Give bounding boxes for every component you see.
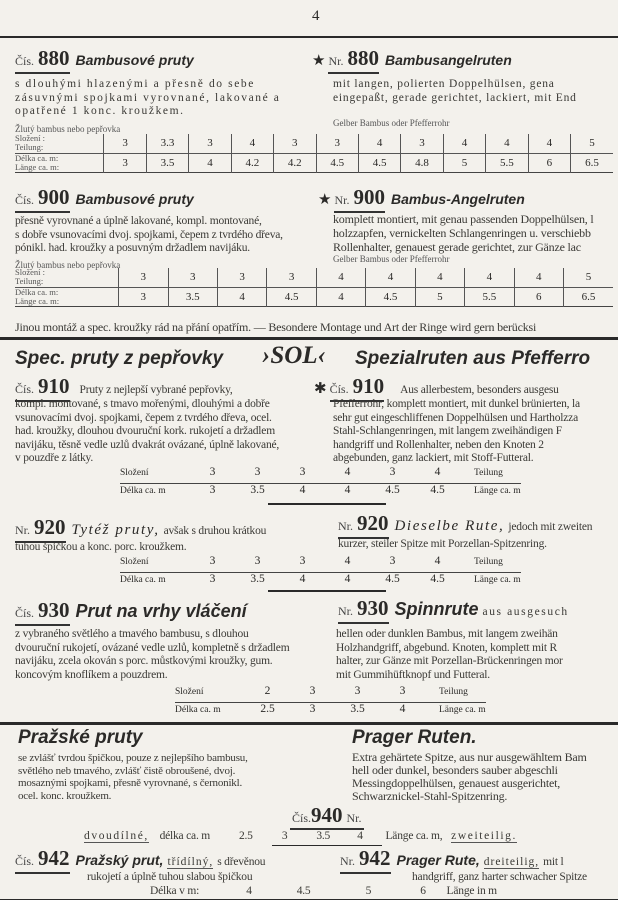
item-title: Dieselbe Rute,: [394, 518, 505, 534]
table-cell: 3: [217, 268, 266, 287]
length-label-de: Länge ca. m,: [385, 830, 443, 842]
table-cell: 3.3: [146, 134, 188, 153]
table-cell: 4: [189, 153, 231, 172]
table-cell: 3.5: [146, 153, 188, 172]
item-920-cz-heading: [15, 515, 266, 543]
item-900-cz-heading: [15, 185, 194, 213]
item-900-size-table: [15, 268, 613, 307]
row-label-de: Länge ca. m: [474, 575, 521, 585]
item-lead: jedoch mit zweiten: [508, 521, 593, 533]
sol-heading-de: Spezialruten aus Pfefferro: [355, 348, 591, 369]
table-cell: 5.5: [486, 153, 528, 172]
item-920-de-heading: [338, 511, 592, 539]
item-940-cz-title: Pražské pruty: [18, 727, 143, 748]
table-cell: 3: [209, 573, 216, 585]
item-title: Prager Rute,: [396, 852, 480, 868]
item-930-cz-heading: [15, 598, 247, 626]
table-cell: 6: [514, 287, 563, 306]
length-label-cz: Délka v m:: [150, 885, 200, 897]
item-number: 942: [359, 846, 391, 870]
table-cell: 3: [389, 466, 396, 478]
item-940-cz-desc: se zvlášť tvrdou špičkou, pouze z nejlepšího bambusu, světlého neb tmavého, zvlášť čistě obroušené, dvoj. mosaznými spojkami, přesně vyrovnané, s černonikl. ocel. konc. kroužkem.: [18, 752, 248, 802]
item-number: 900: [38, 185, 70, 209]
item-number: 880: [347, 46, 379, 70]
top-rule: [0, 36, 618, 38]
length-value: 4.5: [296, 885, 311, 897]
table-cell: 4: [344, 466, 351, 478]
sol-brand-logo: ›SOL‹: [262, 342, 326, 369]
item-880-size-table: [15, 134, 613, 173]
table-cell: 3.5: [250, 484, 265, 496]
table-cell: 2: [264, 685, 271, 697]
variant: dreiteilig,: [483, 856, 540, 868]
item-880-cz-heading: [15, 46, 194, 74]
length-value: 3: [281, 830, 288, 842]
item-942-cz-heading: [15, 846, 265, 874]
table-cell: 4: [443, 134, 485, 153]
star-icon: ★: [312, 53, 326, 69]
table-cell: 3: [254, 555, 261, 567]
item-930-size-table: [175, 685, 486, 721]
length-value: 4: [246, 885, 252, 897]
item-number: 920: [357, 511, 389, 535]
row-label-cz: Složení: [175, 687, 204, 697]
table-cell: 3: [299, 555, 306, 567]
row-label: Délka ca. m: Länge ca. m:: [15, 153, 104, 172]
table-cell: 4: [514, 268, 563, 287]
table-cell: 3: [399, 685, 406, 697]
table-cell: 4.5: [358, 153, 400, 172]
table-cell: 5: [443, 153, 485, 172]
table-cell: 4.5: [366, 287, 415, 306]
item-942-cz-desc: rukojetí a úplně tuhou slabou špičkou: [87, 871, 253, 883]
length-value: 5: [365, 885, 372, 897]
table-cell: 3: [309, 703, 316, 715]
item-930-cz-desc: z vybraného světlého a tmavého bambusu, s dlouhou dvouruční rukojetí, ovázané vedle uzlů, kompletně s držadlem navijáku, zcela okován s porc. můstkovými kroužky, gum. koncovým knoflíkem a pouzdrem.: [15, 628, 290, 681]
item-880-material-de: Gelber Bambus oder Pfefferrohr: [333, 118, 450, 128]
table-cell: 5: [415, 287, 464, 306]
item-lead: Pruty z nejlepší vybrané pepřovky,: [79, 384, 233, 396]
table-cell: 3: [104, 134, 146, 153]
prefix: Nr.: [338, 519, 353, 533]
item-title: Spinnrute: [394, 599, 479, 619]
item-940-de-desc: Extra gehärtete Spitze, aus nur ausgewähltem Bam hell oder dunkel, besonders sauber abgeschli Messingdoppelhülsen, genauest ausgerichtet, Schwarznickel-Stahl-Spitzenring.: [352, 750, 587, 803]
item-880-de-desc: mit langen, polierten Doppelhülsen, gena eingepaßt, gerade gerichtet, lackiert, mit End: [333, 78, 577, 104]
table-cell: 4: [316, 268, 365, 287]
prefix: Čís.: [15, 382, 35, 396]
row-label-de: Teilung: [474, 557, 503, 567]
variant: třídílný,: [167, 856, 214, 868]
table-cell: 3: [299, 466, 306, 478]
suffix: Nr.: [346, 811, 362, 825]
item-lead: avšak s druhou krátkou: [163, 525, 267, 537]
table-cell: 3: [389, 555, 396, 567]
item-lead: s dřevěnou: [217, 856, 266, 868]
prefix: Čís.: [292, 811, 312, 825]
prefix: Nr.: [340, 854, 355, 868]
item-title: Bambus-Angelruten: [390, 191, 525, 207]
montage-note: Jinou montáž a spec. kroužky rád na přání opatřím. — Besondere Montage und Art der Ringe wird gern berücksi: [15, 320, 537, 334]
item-880-material-cz: Žlutý bambus nebo pepřovka: [15, 124, 121, 134]
prefix: Nr.: [15, 523, 30, 537]
item-900-material-de: Gelber Bambus oder Pfefferrohr: [333, 254, 450, 264]
item-number: 942: [38, 846, 70, 870]
table-cell: 4: [415, 268, 464, 287]
row-label-de: Länge ca. m: [474, 486, 521, 496]
item-920-cz-desc: tuhou špičkou a konc. porc. kroužkem.: [15, 541, 187, 553]
prefix: Nr.: [328, 54, 344, 68]
table-cell: 4: [434, 555, 441, 567]
prefix: Čís.: [15, 54, 35, 68]
table-cell: 4: [299, 573, 306, 585]
row-label-cz: Délka ca. m: [120, 575, 166, 585]
table-cell: 3: [209, 466, 216, 478]
prefix: Čís.: [15, 606, 35, 620]
table-cell: 4: [486, 134, 528, 153]
table-cell: 2.5: [260, 703, 275, 715]
table-cell: 4: [344, 555, 351, 567]
item-number: 910: [38, 374, 70, 398]
table-cell: 3: [267, 268, 316, 287]
table-cell: 3: [354, 685, 361, 697]
table-row: [15, 287, 613, 306]
item-920-de-desc: kurzer, steiler Spitze mit Porzellan-Spitzenring.: [338, 538, 547, 550]
table-cell: 4.5: [385, 573, 400, 585]
variant-de: zweiteilig.: [451, 830, 517, 842]
item-lead: aus ausgesuch: [482, 606, 569, 618]
item-910-de-desc: Pfefferrohr, komplett montiert, mit dunkel brünierten, la sehr gut eingeschliffenen Doppelhülsen und Hartholzza Stahl-Schlangenringen, mit langem zweihändigen F handgriff und Rollenhalter, neben den Knoten 2 abgebunden, ganz lackiert, mit Stoff-Futteral.: [333, 398, 580, 464]
table-cell: 4.2: [231, 153, 273, 172]
star-icon: ✱: [314, 381, 327, 397]
row-label-cz: Složení: [120, 557, 149, 567]
item-880-de-heading: [312, 46, 512, 74]
item-number: 930: [38, 598, 70, 622]
section-rule: [0, 722, 618, 725]
table-cell: 4.5: [430, 484, 445, 496]
table-cell: 4: [358, 134, 400, 153]
item-900-de-heading: [318, 185, 525, 213]
item-942-de-desc: handgriff, ganz harter schwacher Spitze: [412, 871, 587, 883]
table-cell: 3: [168, 268, 217, 287]
table-cell: 4.5: [430, 573, 445, 585]
table-row: [175, 703, 486, 721]
table-cell: 3: [119, 268, 168, 287]
item-title: Bambusangelruten: [384, 52, 512, 68]
table-row: [120, 484, 521, 502]
length-value: 3.5: [316, 830, 331, 842]
table-cell: 3: [309, 685, 316, 697]
table-cell: 4: [344, 484, 351, 496]
table-cell: 4: [528, 134, 570, 153]
table-cell: 4: [344, 573, 351, 585]
item-930-de-heading: [338, 596, 569, 624]
item-940-heading: [290, 803, 364, 830]
table-cell: 3.5: [250, 573, 265, 585]
table-cell: 4.5: [316, 153, 358, 172]
table-row: [15, 153, 613, 172]
table-cell: 3: [316, 134, 358, 153]
row-label: Složení : Teilung:: [15, 133, 45, 153]
table-cell: 4.8: [401, 153, 443, 172]
star-icon: ★: [318, 192, 332, 208]
table-cell: 4.2: [274, 153, 316, 172]
item-number: 920: [34, 515, 66, 539]
item-942-length-row: [150, 885, 497, 899]
table-row: [120, 573, 521, 591]
prefix: Nr.: [334, 193, 350, 207]
item-900-material-cz: Žlutý bambus nebo pepřovka: [15, 260, 121, 270]
table-cell: 6.5: [564, 287, 613, 306]
length-label-cz: délka ca. m: [159, 830, 211, 842]
table-row: [120, 466, 521, 484]
item-title: Bambusové pruty: [75, 191, 194, 207]
section-rule: [0, 337, 618, 340]
table-cell: 4.5: [267, 287, 316, 306]
divider: [268, 590, 386, 592]
item-number: 930: [357, 596, 389, 620]
table-cell: 4.5: [385, 484, 400, 496]
row-label: Složení : Teilung:: [15, 267, 45, 287]
table-cell: 5: [564, 268, 613, 287]
table-cell: 4: [465, 268, 514, 287]
item-title: Bambusové pruty: [75, 52, 194, 68]
row-label-de: Länge ca. m: [439, 705, 486, 715]
table-cell: 3.5: [350, 703, 365, 715]
table-cell: 3: [254, 466, 261, 478]
item-number: 880: [38, 46, 70, 70]
prefix: Čís.: [15, 193, 35, 207]
length-label-de: Länge in m: [446, 885, 497, 897]
item-title: Tytéž pruty,: [71, 522, 160, 538]
length-value: 2.5: [238, 830, 253, 842]
item-930-de-desc: hellen oder dunklen Bambus, mit langem zweihän Holzhandgriff, abgebund. Knoten, komplett mit R halter, zur Gänze mit Porzellan-Brückenringen mor mit Gummihüftknopf und Futteral.: [336, 628, 563, 681]
length-value: 6: [420, 885, 426, 897]
item-lead: mit l: [543, 856, 564, 868]
item-lead: Aus allerbestem, besonders ausgesu: [400, 384, 559, 396]
item-900-cz-desc: přesně vyrovnané a úplně lakované, kompl. montované, s dobře vsunovacími dvoj. spojkami, čepem z tvrdého dřeva, pónikl. had. kroužky a posuvným držadlem navijáku.: [15, 215, 283, 254]
table-cell: 4: [231, 134, 273, 153]
item-910-size-table: [120, 466, 521, 502]
item-920-size-table: [120, 555, 521, 591]
item-880-cz-desc: s dlouhými hlazenými a přesně do sebe zásuvnými spojkami vyrovnané, lakované a opatřené 1 konc. kroužkem.: [15, 78, 281, 117]
table-cell: 3: [119, 287, 168, 306]
table-cell: 3: [274, 134, 316, 153]
table-row: [15, 134, 613, 153]
item-900-de-desc: komplett montiert, mit genau passenden Doppelhülsen, l holzzapfen, vernickelten Schlangenringen u. verschiebb Rollenhalter, genauest gerade gerichtet, zur Gänze lac: [333, 212, 594, 254]
item-910-cz-desc: kompl. montované, s tmavo mořenými, dlouhými a dobře vsunovacími dvoj. spojkami, čepem z tvrdého dřeva, ocel. had. kroužky, dlouhou dvouruční kork. rukojetí a držadlem navijáku, těsně vedle uzlů dvakrát ovázané, úplně lakované, v pouzdře z látky.: [15, 398, 280, 464]
item-940-length-row: [84, 830, 517, 844]
table-cell: 5: [571, 134, 613, 153]
table-cell: 4: [399, 703, 406, 715]
item-number: 900: [353, 185, 385, 209]
table-cell: 3: [401, 134, 443, 153]
table-cell: 6.5: [571, 153, 613, 172]
sol-heading-cz: Spec. pruty z pepřovky: [15, 348, 224, 369]
table-cell: 4: [434, 466, 441, 478]
item-number: 940: [311, 803, 343, 827]
table-row: [120, 555, 521, 573]
row-label-de: Teilung: [474, 468, 503, 478]
table-cell: 3: [104, 153, 146, 172]
length-value: 4: [357, 830, 363, 842]
item-942-de-heading: [340, 846, 564, 874]
item-940-de-title: Prager Ruten.: [352, 727, 477, 748]
table-cell: 3.5: [168, 287, 217, 306]
table-cell: 3: [209, 555, 216, 567]
prefix: Nr.: [338, 604, 353, 618]
table-cell: 5.5: [465, 287, 514, 306]
prefix: Čís.: [329, 382, 349, 396]
row-label-de: Teilung: [439, 687, 468, 697]
page-number: 4: [312, 8, 320, 24]
row-label-cz: Délka ca. m: [175, 705, 221, 715]
table-row: [15, 268, 613, 287]
table-row: [175, 685, 486, 703]
table-cell: 3: [189, 134, 231, 153]
row-label-cz: Složení: [120, 468, 149, 478]
prefix: Čís.: [15, 854, 35, 868]
item-number: 910: [352, 374, 385, 398]
table-cell: 4: [299, 484, 306, 496]
table-cell: 4: [366, 268, 415, 287]
row-label: Délka ca. m: Länge ca. m:: [15, 287, 119, 306]
item-title: Prut na vrhy vláčení: [75, 601, 247, 621]
table-cell: 3: [209, 484, 216, 496]
item-title: Pražský prut,: [75, 852, 164, 868]
table-cell: 4: [316, 287, 365, 306]
table-cell: 6: [528, 153, 570, 172]
table-cell: 4: [217, 287, 266, 306]
divider: [268, 503, 386, 505]
row-label-cz: Délka ca. m: [120, 486, 166, 496]
variant-cz: dvoudílné,: [84, 830, 149, 842]
